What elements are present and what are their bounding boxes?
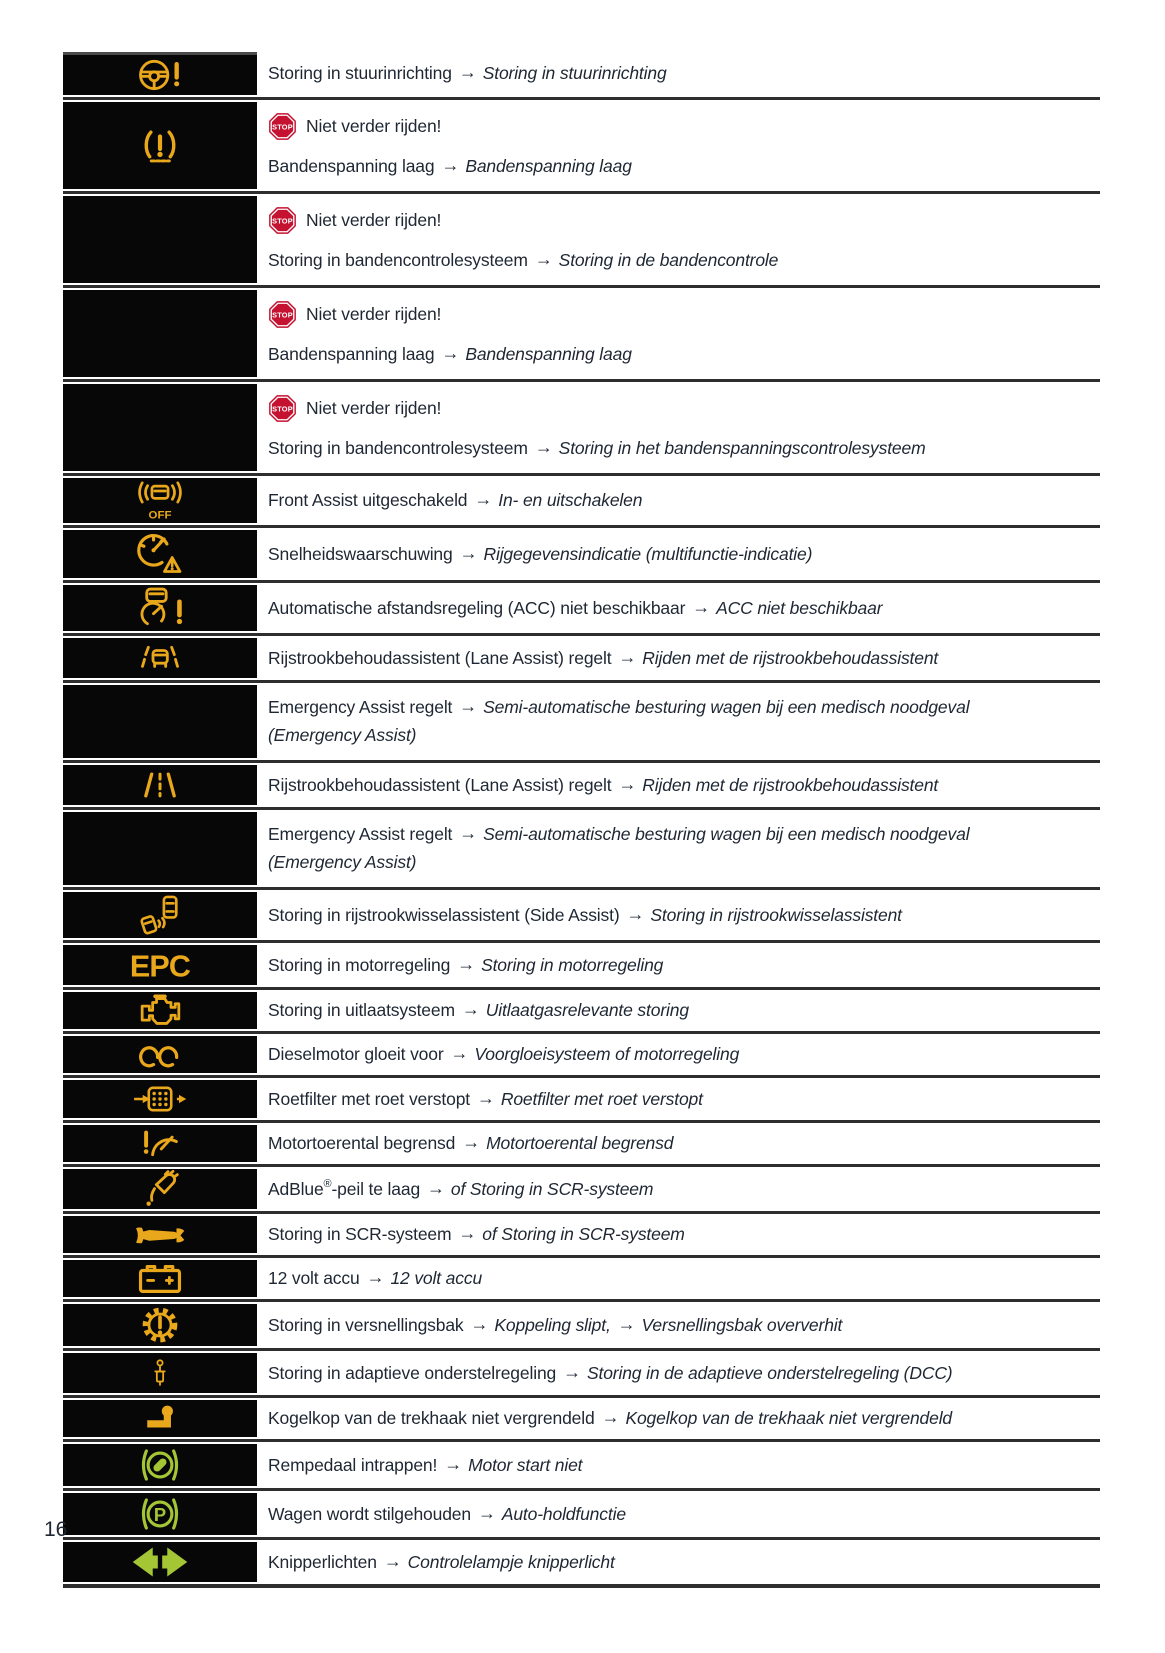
arrow-glyph: → xyxy=(459,823,478,843)
text-line xyxy=(268,1179,1082,1200)
tire-pressure-warning-icon xyxy=(137,125,183,167)
reference-text: Semi-automatische besturing wagen bij een medisch noodgeval xyxy=(483,697,970,717)
lane-markings-icon xyxy=(139,765,181,805)
description-text: Storing in motorregeling xyxy=(268,954,451,975)
reference-text: Motor start niet xyxy=(468,1454,583,1475)
text-cell xyxy=(257,1167,1100,1211)
description-text: Snelheidswaarschuwing xyxy=(268,543,453,564)
description-text: Emergency Assist regelt xyxy=(268,824,453,844)
text-line xyxy=(268,1044,1082,1065)
text-line xyxy=(268,1552,1082,1573)
text-cell xyxy=(257,763,1100,807)
table-row xyxy=(63,890,1100,943)
table-row xyxy=(63,1491,1100,1540)
arrow-glyph: → xyxy=(477,1087,495,1108)
stop-sign-icon xyxy=(268,300,297,329)
description-text: Rempedaal intrappen! xyxy=(268,1454,438,1475)
steering-wheel-warning-icon xyxy=(137,55,183,95)
text-cell xyxy=(257,1123,1100,1164)
reference-text: Bandenspanning laag xyxy=(465,344,632,364)
text-cell xyxy=(257,288,1100,379)
table-row xyxy=(63,990,1100,1034)
description-text: Storing in rijstrookwisselassistent (Side Assist) xyxy=(268,904,620,925)
reference-text: Auto-holdfunctie xyxy=(501,1503,626,1524)
text-line xyxy=(268,63,1082,84)
icon-cell xyxy=(63,1216,257,1253)
text-cell xyxy=(257,636,1100,680)
table-row xyxy=(63,810,1100,890)
table-row xyxy=(63,382,1100,476)
icon-cell xyxy=(63,1493,257,1535)
description-text: Storing in stuurinrichting xyxy=(268,63,452,83)
table-row xyxy=(63,1214,1100,1258)
reference-text: In- en uitschakelen xyxy=(498,490,643,510)
text-line xyxy=(268,697,1082,718)
table-row xyxy=(63,476,1100,528)
reference-text: Storing in stuurinrichting xyxy=(482,63,667,83)
description-text: Storing in SCR-systeem xyxy=(268,1224,452,1244)
reference-text: (Emergency Assist) xyxy=(268,725,417,745)
table-row xyxy=(63,528,1100,583)
description-text: Storing in bandencontrolesysteem xyxy=(268,250,528,270)
text-cell xyxy=(257,1034,1100,1075)
text-cell xyxy=(257,1351,1100,1395)
arrow-glyph: → xyxy=(462,1132,481,1152)
description-text: Automatische afstandsregeling (ACC) niet beschikbaar xyxy=(268,597,686,618)
icon-cell xyxy=(63,1304,257,1346)
empty-icon-cell xyxy=(63,290,257,377)
text-line xyxy=(268,775,1082,796)
text-cell xyxy=(257,683,1100,760)
table-row xyxy=(63,1398,1100,1442)
icon-cell xyxy=(63,1542,257,1582)
description-text: Motortoerental begrensd xyxy=(268,1133,456,1153)
reference-text: Storing in de bandencontrole xyxy=(558,250,779,270)
text-line xyxy=(268,824,1082,845)
icon-cell xyxy=(63,530,257,578)
reference-text: (Emergency Assist) xyxy=(268,852,417,872)
icon-cell xyxy=(63,1400,257,1437)
arrow-glyph: → xyxy=(450,1043,469,1063)
empty-icon-cell xyxy=(63,196,257,283)
reference-text: Koppeling slipt, xyxy=(494,1314,611,1335)
rev-limit-icon xyxy=(138,1126,182,1162)
table-row xyxy=(63,1078,1100,1123)
text-cell xyxy=(257,810,1100,887)
text-cell xyxy=(257,990,1100,1031)
text-line xyxy=(268,955,1082,976)
arrow-glyph: → xyxy=(459,542,478,563)
reference-text: Roetfilter met roet verstopt xyxy=(500,1088,703,1109)
text-line xyxy=(268,1455,1082,1476)
table-row xyxy=(63,1302,1100,1351)
reference-text: Storing in rijstrookwisselassistent xyxy=(650,904,902,925)
brake-pedal-icon xyxy=(137,1444,183,1486)
icon-cell xyxy=(63,1169,257,1209)
reference-text: of Storing in SCR-systeem xyxy=(482,1224,685,1244)
acc-unavailable-icon xyxy=(135,585,185,631)
table-row xyxy=(63,636,1100,683)
table-row xyxy=(63,194,1100,288)
table-row xyxy=(63,943,1100,990)
text-line xyxy=(268,544,1082,565)
arrow-glyph: → xyxy=(692,596,711,617)
text-cell xyxy=(257,1258,1100,1299)
auto-hold-icon xyxy=(137,1493,183,1535)
text-cell xyxy=(257,50,1100,97)
adblue-icon xyxy=(140,1169,180,1209)
arrow-glyph: → xyxy=(427,1177,445,1198)
icon-cell xyxy=(63,102,257,189)
table-row xyxy=(63,1123,1100,1167)
text-line xyxy=(268,905,1082,926)
text-cell xyxy=(257,382,1100,473)
reference-text: Storing in het bandenspanningscontrolesysteem xyxy=(558,438,926,458)
text-line xyxy=(268,438,1082,459)
arrow-glyph: → xyxy=(457,953,476,974)
arrow-glyph: → xyxy=(461,999,480,1019)
description-text: 12 volt accu xyxy=(268,1268,360,1288)
arrow-glyph: → xyxy=(474,489,493,509)
text-cell xyxy=(257,100,1100,191)
icon-cell xyxy=(63,52,257,95)
description-text: Emergency Assist regelt xyxy=(268,697,453,717)
stop-sign-icon xyxy=(268,112,297,141)
empty-icon-cell xyxy=(63,384,257,471)
description-text: -peil te laag xyxy=(331,1178,421,1199)
indicator-table xyxy=(63,50,1100,1588)
arrow-glyph: → xyxy=(458,62,477,82)
text-line xyxy=(268,206,1082,235)
text-line xyxy=(268,300,1082,329)
reference-text: Voorgloeisysteem of motorregeling xyxy=(474,1044,740,1064)
text-line xyxy=(268,598,1082,619)
description-text: Dieselmotor gloeit voor xyxy=(268,1044,444,1064)
icon-cell xyxy=(63,1444,257,1486)
suspension-dcc-icon xyxy=(151,1353,169,1393)
text-cell xyxy=(257,890,1100,940)
reference-text: Motortoerental begrensd xyxy=(486,1133,674,1153)
speed-warning-icon xyxy=(134,530,186,578)
table-row xyxy=(63,1258,1100,1302)
text-line xyxy=(268,344,1082,365)
description-text: Knipperlichten xyxy=(268,1551,377,1572)
glow-plug-icon xyxy=(136,1038,184,1072)
side-assist-icon xyxy=(137,892,183,938)
icon-cell xyxy=(63,892,257,938)
description-text: Front Assist uitgeschakeld xyxy=(268,490,468,510)
reference-text: Uitlaatgasrelevante storing xyxy=(485,1000,689,1020)
icon-cell xyxy=(63,585,257,631)
description-text: Storing in versnellingsbak xyxy=(268,1314,464,1335)
description-text: Niet verder rijden! xyxy=(306,304,442,324)
text-line xyxy=(268,490,1082,511)
description-text: Niet verder rijden! xyxy=(306,398,442,418)
text-cell xyxy=(257,1491,1100,1537)
description-text: Roetfilter met roet verstopt xyxy=(268,1088,470,1109)
reference-text: Rijden met de rijstrookbehoudassistent xyxy=(642,647,939,668)
text-cell xyxy=(257,943,1100,987)
particulate-filter-icon xyxy=(132,1080,188,1118)
icon-cell xyxy=(63,945,257,985)
empty-icon-cell xyxy=(63,685,257,758)
reference-text: Rijgegevensindicatie (multifunctie-indicatie) xyxy=(483,543,813,564)
text-cell xyxy=(257,194,1100,285)
registered-mark: ® xyxy=(323,1178,332,1190)
text-line xyxy=(268,1000,1082,1021)
text-line xyxy=(268,1224,1082,1245)
table-row xyxy=(63,1442,1100,1491)
description-text: Bandenspanning laag xyxy=(268,344,435,364)
text-line xyxy=(268,1504,1082,1525)
arrow-glyph: → xyxy=(458,1223,477,1243)
text-line xyxy=(268,1363,1082,1384)
text-cell xyxy=(257,1214,1100,1255)
text-cell xyxy=(257,1078,1100,1120)
stop-sign-icon xyxy=(268,206,297,235)
table-row xyxy=(63,1034,1100,1078)
tow-hitch-icon xyxy=(140,1401,180,1437)
reference-text: 12 volt accu xyxy=(390,1268,483,1288)
arrow-glyph: → xyxy=(617,1313,636,1334)
description-text: Rijstrookbehoudassistent (Lane Assist) regelt xyxy=(268,647,612,668)
description-text: Storing in adaptieve onderstelregeling xyxy=(268,1362,557,1383)
text-cell xyxy=(257,583,1100,633)
icon-cell xyxy=(63,1125,257,1162)
description-text: Bandenspanning laag xyxy=(268,156,435,176)
text-line xyxy=(268,1315,1082,1336)
text-cell xyxy=(257,1398,1100,1439)
arrow-glyph: → xyxy=(534,249,553,269)
stop-sign-icon xyxy=(268,394,297,423)
icon-cell xyxy=(63,478,257,523)
icon-cell xyxy=(63,638,257,678)
text-cell xyxy=(257,1442,1100,1488)
arrow-glyph: → xyxy=(477,1502,496,1523)
description-text: Kogelkop van de trekhaak niet vergrendeld xyxy=(268,1408,595,1428)
epc-icon xyxy=(127,945,193,985)
arrow-glyph: → xyxy=(441,343,460,363)
arrow-glyph: → xyxy=(534,437,553,457)
icon-cell xyxy=(63,992,257,1029)
description-text: Wagen wordt stilgehouden xyxy=(268,1503,471,1524)
arrow-glyph: → xyxy=(470,1313,489,1334)
reference-text: Kogelkop van de trekhaak niet vergrendeld xyxy=(625,1408,953,1428)
text-line xyxy=(268,1133,1082,1154)
table-row xyxy=(63,583,1100,636)
arrow-glyph: → xyxy=(383,1550,402,1571)
reference-text: Semi-automatische besturing wagen bij een medisch noodgeval xyxy=(483,824,970,844)
reference-text: Rijden met de rijstrookbehoudassistent xyxy=(642,774,939,795)
empty-icon-cell xyxy=(63,812,257,885)
text-cell xyxy=(257,476,1100,525)
battery-icon xyxy=(137,1261,183,1297)
reference-text: Storing in de adaptieve onderstelregeling (DCC) xyxy=(586,1362,953,1383)
text-line xyxy=(268,1268,1082,1289)
text-cell xyxy=(257,528,1100,580)
text-line xyxy=(268,394,1082,423)
reference-text: of Storing in SCR-systeem xyxy=(450,1178,654,1199)
front-assist-off-icon xyxy=(134,478,186,523)
reference-text: Versnellingsbak oververhit xyxy=(641,1314,843,1335)
arrow-glyph: → xyxy=(601,1407,620,1427)
text-line xyxy=(268,648,1082,669)
table-row xyxy=(63,288,1100,382)
arrow-glyph: → xyxy=(366,1267,385,1287)
text-line xyxy=(268,1408,1082,1429)
reference-text: Controlelampje knipperlicht xyxy=(407,1551,615,1572)
text-line xyxy=(268,250,1082,271)
text-line xyxy=(268,1089,1082,1110)
wrench-icon xyxy=(134,1222,186,1248)
text-line xyxy=(268,725,1082,746)
table-row xyxy=(63,1167,1100,1214)
icon-cell xyxy=(63,765,257,805)
description-text: Niet verder rijden! xyxy=(306,116,442,136)
arrow-glyph: → xyxy=(459,696,478,716)
description-text: Niet verder rijden! xyxy=(306,210,442,230)
arrow-glyph: → xyxy=(441,155,460,175)
description-text: Storing in bandencontrolesysteem xyxy=(268,438,528,458)
arrow-glyph: → xyxy=(563,1361,581,1382)
text-line xyxy=(268,112,1082,141)
icon-cell xyxy=(63,1260,257,1297)
reference-text: ACC niet beschikbaar xyxy=(716,597,883,618)
arrow-glyph: → xyxy=(444,1453,463,1474)
icon-cell xyxy=(63,1080,257,1118)
table-row xyxy=(63,1540,1100,1588)
page-number: 16 xyxy=(44,1518,68,1541)
arrow-glyph: → xyxy=(618,646,637,667)
text-line xyxy=(268,156,1082,177)
reference-text: Storing in motorregeling xyxy=(481,954,664,975)
text-cell xyxy=(257,1302,1100,1348)
text-line xyxy=(268,852,1082,873)
table-row xyxy=(63,1351,1100,1398)
turn-signal-icon xyxy=(127,1542,193,1582)
text-cell xyxy=(257,1540,1100,1584)
lane-assist-car-icon xyxy=(136,638,184,678)
engine-warning-icon xyxy=(136,993,184,1029)
arrow-glyph: → xyxy=(626,903,645,924)
description-text: Storing in uitlaatsysteem xyxy=(268,1000,455,1020)
reference-text: Bandenspanning laag xyxy=(465,156,632,176)
gearbox-warning-icon xyxy=(139,1304,181,1346)
table-row xyxy=(63,683,1100,763)
icon-cell xyxy=(63,1353,257,1393)
description-text: Rijstrookbehoudassistent (Lane Assist) regelt xyxy=(268,774,612,795)
table-row xyxy=(63,50,1100,100)
icon-cell xyxy=(63,1036,257,1073)
description-text: AdBlue xyxy=(268,1178,324,1199)
table-row xyxy=(63,763,1100,810)
arrow-glyph: → xyxy=(618,773,637,794)
table-row xyxy=(63,100,1100,194)
